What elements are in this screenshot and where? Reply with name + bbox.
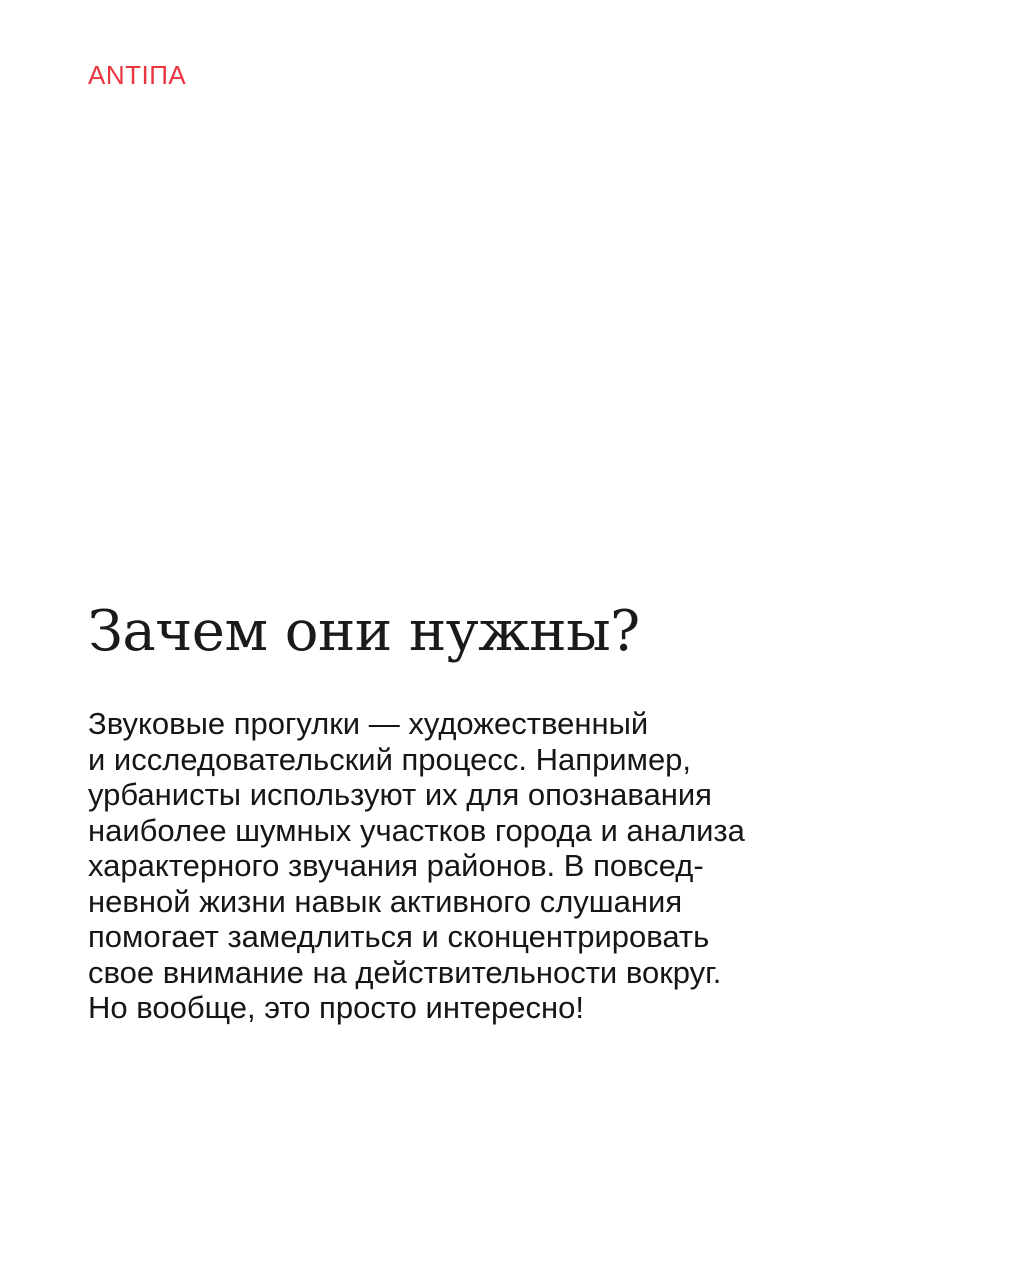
body-paragraph	[88, 706, 948, 1026]
body-line: характерного звучания районов. В повсед-	[88, 848, 704, 883]
page-heading: Зачем они нужны?	[88, 599, 640, 664]
body-line: урбанисты используют их для опознавания	[88, 777, 712, 812]
body-line: свое внимание на действительности вокруг.	[88, 954, 722, 990]
body-line: и исследовательский процесс. Например,	[88, 741, 692, 777]
body-line: помогает замедлиться и сконцентрировать	[88, 919, 710, 954]
body-line: Но вообще, это просто интересно!	[88, 990, 585, 1025]
body-line: наиболее шумных участков города и анализа	[88, 812, 745, 848]
brand-logo: ANTIПА	[88, 60, 187, 90]
body-line: Звуковые прогулки — художественный	[88, 706, 649, 741]
body-line: невной жизни навык активного слушания	[88, 883, 683, 919]
